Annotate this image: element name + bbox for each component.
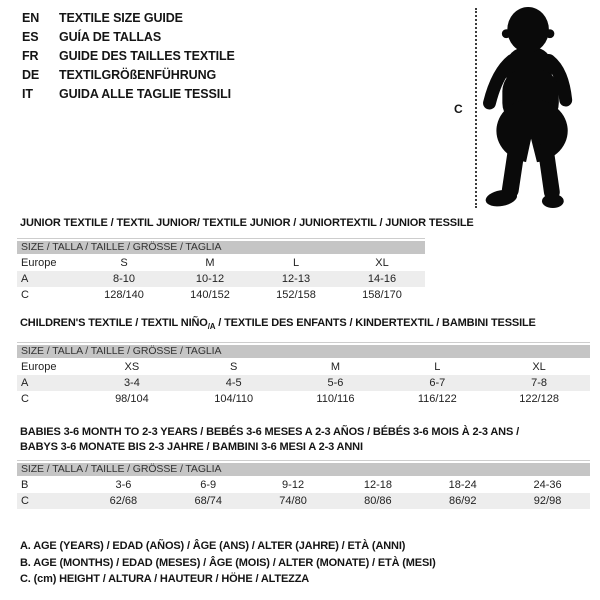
table-row-age: [17, 271, 425, 287]
size-cell: M: [330, 361, 341, 373]
size-cell: 80/86: [364, 495, 392, 507]
table-row-height: [17, 287, 425, 303]
size-cell: XL: [375, 257, 389, 269]
size-cell: 8-10: [112, 273, 136, 285]
children-title-pre: CHILDREN'S TEXTILE / TEXTIL NIÑO: [20, 317, 208, 329]
size-cell: 62/68: [109, 495, 138, 507]
size-cell: L: [292, 257, 300, 269]
children-title-sub: /A: [207, 322, 216, 332]
language-code: FR: [22, 49, 39, 63]
baby-figure: [446, 2, 598, 214]
table-row-europe: [17, 255, 425, 271]
size-cell: S: [120, 257, 128, 269]
children-size-table: [17, 342, 590, 407]
size-cell: 10-12: [195, 273, 225, 285]
size-cell: 4-5: [225, 377, 242, 389]
table-row-height: [17, 493, 590, 509]
legend-note-c: C. (cm) HEIGHT / ALTURA / HAUTEUR / HÖHE / ALTEZZA: [20, 573, 310, 585]
language-title: GUIDE DES TAILLES TEXTILE: [59, 49, 235, 63]
language-code: IT: [22, 87, 33, 101]
children-title-post: / TEXTILE DES ENFANTS / KINDERTEXTIL / BAMBINI TESSILE: [215, 317, 536, 329]
babies-title-line2: BABYS 3-6 MONATE BIS 2-3 JAHRE / BAMBINI 3-6 MESI A 2-3 ANNI: [20, 441, 363, 453]
legend-note-a: A. AGE (YEARS) / EDAD (AÑOS) / ÂGE (ANS) / ALTER (JAHRE) / ETÀ (ANNI): [20, 540, 406, 552]
size-cell: 110/116: [316, 393, 355, 405]
size-cell: 128/140: [104, 289, 144, 301]
size-cell: 92/98: [533, 495, 562, 507]
row-label: A: [21, 377, 29, 389]
table-row-height: [17, 391, 590, 407]
language-code: EN: [22, 11, 40, 25]
size-cell: 152/158: [276, 289, 316, 301]
size-cell: 3-4: [123, 377, 140, 389]
language-row-es: [22, 28, 235, 47]
size-cell: 7-8: [531, 377, 548, 389]
row-label: C: [21, 289, 29, 301]
size-cell: M: [205, 257, 215, 269]
language-row-en: [22, 9, 235, 28]
table-row-age: [17, 375, 590, 391]
size-cell: 12-13: [281, 273, 311, 285]
row-label: Europe: [21, 361, 57, 373]
size-cell: XS: [124, 361, 140, 373]
size-cell: 5-6: [327, 377, 344, 389]
size-header-band: SIZE / TALLA / TAILLE / GRÖSSE / TAGLIA: [17, 463, 590, 476]
language-title-list: [22, 9, 235, 104]
language-row-it: [22, 85, 235, 104]
language-title: GUIDA ALLE TAGLIE TESSILI: [59, 87, 232, 101]
language-title: GUÍA DE TALLAS: [59, 30, 162, 44]
size-cell: 116/122: [417, 393, 457, 405]
size-cell: 74/80: [279, 495, 307, 507]
size-cell: XL: [532, 361, 546, 373]
legend-notes: [20, 538, 436, 588]
table-row-age-months: [17, 477, 590, 493]
language-code: DE: [22, 68, 40, 82]
junior-section-title: JUNIOR TEXTILE / TEXTIL JUNIOR/ TEXTILE JUNIOR / JUNIORTEXTIL / JUNIOR TESSILE: [20, 217, 474, 229]
row-label: A: [21, 273, 29, 285]
size-cell: 140/152: [190, 289, 230, 301]
language-title: TEXTILGRÖßENFÜHRUNG: [59, 68, 217, 82]
size-cell: 24-36: [533, 479, 562, 491]
size-cell: 9-12: [282, 479, 305, 491]
size-cell: 14-16: [367, 273, 397, 285]
table-row-europe: [17, 359, 590, 375]
size-header-band: SIZE / TALLA / TAILLE / GRÖSSE / TAGLIA: [17, 241, 425, 254]
height-measure-label: C: [454, 102, 463, 116]
size-cell: 68/74: [194, 495, 222, 507]
baby-silhouette: [482, 4, 595, 210]
size-cell: S: [230, 361, 238, 373]
size-cell: 98/104: [115, 393, 149, 405]
language-title: TEXTILE SIZE GUIDE: [59, 11, 183, 25]
size-header-band: SIZE / TALLA / TAILLE / GRÖSSE / TAGLIA: [17, 345, 590, 358]
size-cell: 122/128: [519, 393, 559, 405]
size-cell: 12-18: [363, 479, 392, 491]
junior-size-table: [17, 238, 425, 303]
row-label: Europe: [21, 257, 57, 269]
children-section-title: [20, 317, 536, 331]
language-code: ES: [22, 30, 39, 44]
babies-section-title: [20, 425, 519, 455]
size-cell: L: [434, 361, 441, 373]
row-label: B: [21, 479, 29, 491]
size-cell: 18-24: [448, 479, 477, 491]
size-cell: 3-6: [115, 479, 132, 491]
legend-note-b: B. AGE (MONTHS) / EDAD (MESES) / ÂGE (MOIS) / ALTER (MONATE) / ETÀ (MESI): [20, 556, 436, 569]
babies-title-line1: BABIES 3-6 MONTH TO 2-3 YEARS / BEBÉS 3-6 MESES A 2-3 AÑOS / BÉBÉS 3-6 MOIS À 2-3 ANS /: [20, 426, 519, 438]
row-label: C: [21, 495, 29, 507]
row-label: C: [21, 393, 29, 405]
size-cell: 158/170: [362, 289, 402, 301]
height-measure-line: [475, 8, 477, 208]
size-cell: 6-7: [429, 377, 446, 389]
language-row-fr: [22, 47, 235, 66]
babies-size-table: [17, 460, 590, 509]
language-row-de: [22, 66, 235, 85]
size-cell: 6-9: [200, 479, 217, 491]
size-cell: 104/110: [214, 393, 254, 405]
size-cell: 86/92: [448, 495, 477, 507]
